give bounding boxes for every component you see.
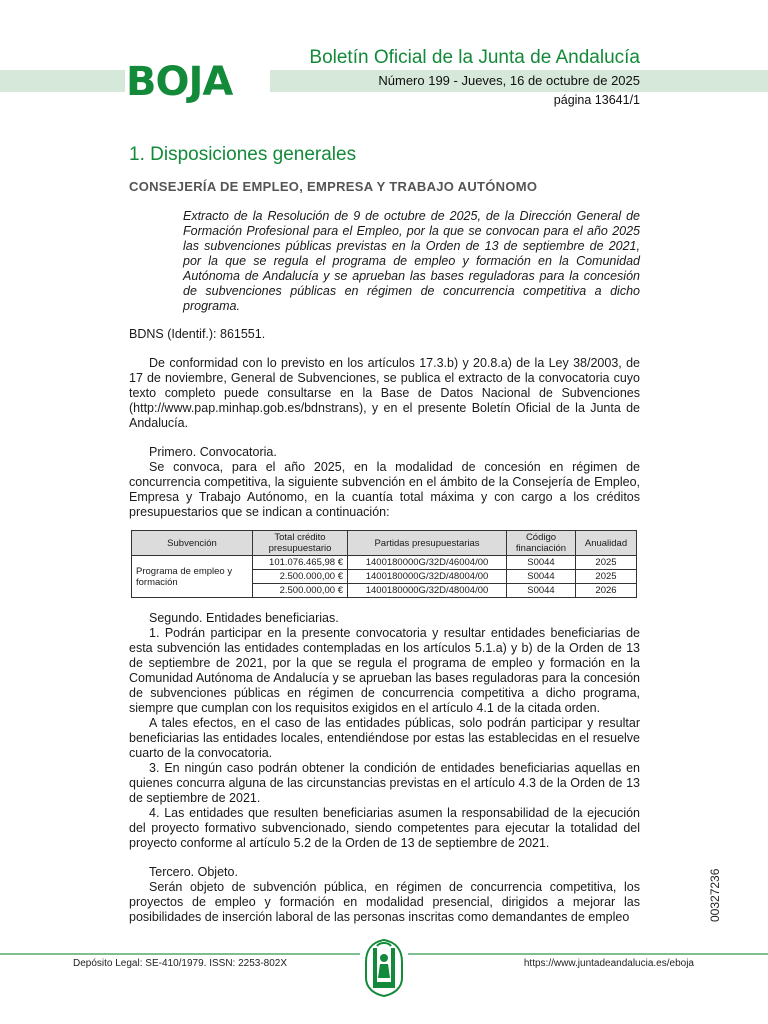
partida-cell: 1400180000G/32D/48004/00 — [348, 584, 507, 598]
partida-cell: 1400180000G/32D/46004/00 — [348, 556, 507, 570]
col-credito: Total crédito presupuestario — [253, 531, 348, 556]
segundo-p3: 3. En ningún caso podrán obtener la condición de entidades beneficiarias aquellas en quienes concurra alguna de las circunstancias previstas en el artículo 4.3 de la Orden de 13 de septiembre de 2021. — [129, 761, 640, 805]
credito-cell: 101.076.465,98 € — [253, 556, 348, 570]
segundo-p2: A tales efectos, en el caso de las entidades públicas, solo podrán participar y resultar beneficiarias las entidades locales, entendiéndose por estas las establecidas en el resuelve cuarto de la convocatoria. — [129, 716, 640, 760]
credito-cell: 2.500.000,00 € — [253, 570, 348, 584]
subvencion-cell: Programa de empleo y formación — [132, 556, 253, 598]
codigo-cell: S0044 — [507, 570, 576, 584]
eboja-link[interactable]: https://www.juntadeandalucia.es/eboja — [523, 958, 694, 969]
anualidad-cell: 2025 — [576, 570, 637, 584]
table-row — [132, 556, 637, 570]
anualidad-cell: 2025 — [576, 556, 637, 570]
col-subvencion: Subvención — [132, 531, 253, 556]
section-title: 1. Disposiciones generales — [129, 144, 357, 165]
legal-deposit: Depósito Legal: SE-410/1979. ISSN: 2253-802X — [73, 958, 288, 969]
segundo-p4: 4. Las entidades que resulten beneficiarias asumen la responsabilidad de la ejecución del proyecto formativo subvencionado, siendo competentes para ejecutar la totalidad del proyecto conforme al artículo 5.2 de la Orden de 13 de septiembre de 2021. — [129, 806, 640, 850]
issue-number: Número 199 - Jueves, 16 de octubre de 2025 — [378, 73, 640, 88]
body-main — [129, 611, 640, 925]
col-anualidad: Anualidad — [576, 531, 637, 556]
col-codigo: Código financiación — [507, 531, 576, 556]
intro-paragraph: De conformidad con lo previsto en los artículos 17.3.b) y 20.8.a) de la Ley 38/2003, de 17 de noviembre, General de Subvenciones, se publica el extracto de la convocatoria cuyo texto completo puede consultarse en la Base de Datos Nacional de Subvenciones (http://www.pap.minhap.gob.es/bdnstrans), y en el presente Boletín Oficial de la Junta de Andalucía. — [129, 356, 640, 430]
table-header-row — [132, 531, 637, 556]
budget-table — [131, 530, 637, 598]
primero-text: Se convoca, para el año 2025, en la modalidad de concesión en régimen de concurrencia competitiva, la siguiente subvención en el ámbito de la Consejería de Empleo, Empresa y Trabajo Autónomo, en la cuantía total máxima y con cargo a los créditos presupuestarios que se indican a continuación: — [129, 460, 640, 519]
header-band-top — [0, 70, 125, 92]
col-partidas: Partidas presupuestarias — [348, 531, 507, 556]
segundo-heading: Segundo. Entidades beneficiarias. — [149, 611, 339, 625]
page-number: página 13641/1 — [553, 93, 640, 107]
ministry-heading: CONSEJERÍA DE EMPLEO, EMPRESA Y TRABAJO AUTÓNOMO — [129, 179, 538, 194]
primero-heading: Primero. Convocatoria. — [149, 445, 277, 459]
tercero-heading: Tercero. Objeto. — [149, 865, 238, 879]
resolution-extract: Extracto de la Resolución de 9 de octubre de 2025, de la Dirección General de Formación Profesional para el Empleo, por la que se convocan para el año 2025 las subvenciones públicas previstas en la Orden de 13 de septiembre de 2021, por la que se regula el programa de empleo y formación en la Comunidad Autónoma de Andalucía y se aprueban las bases reguladoras para la concesión de subvenciones públicas en régimen de concurrencia competitiva a dicho programa. — [183, 209, 640, 313]
bdns-id: BDNS (Identif.): 861551. — [129, 327, 266, 341]
boja-logo: BOJA — [126, 59, 233, 105]
body-intro — [129, 327, 640, 520]
codigo-cell: S0044 — [507, 556, 576, 570]
anualidad-cell: 2026 — [576, 584, 637, 598]
junta-andalucia-emblem-icon — [360, 938, 408, 998]
bulletin-title: Boletín Oficial de la Junta de Andalucía — [309, 47, 640, 68]
segundo-p1: 1. Podrán participar en la presente convocatoria y resultar entidades beneficiarias de esta subvención las entidades contempladas en los artículos 5.1.a) y b) de la Orden de 13 de septiembre de 2021, por la que se regula el programa de empleo y formación en la Comunidad Autónoma de Andalucía y se aprueban las bases reguladoras para la concesión de subvenciones públicas en régimen de concurrencia competitiva a dicho programa, siempre que cumplan con los requisitos exigidos en el artículo 4.1 de la citada orden. — [129, 626, 640, 715]
tercero-text: Serán objeto de subvención pública, en régimen de concurrencia competitiva, los proyectos de empleo y formación en modalidad presencial, dirigidos a mejorar las posibilidades de inserción laboral de las personas inscritas como demandantes de empleo — [129, 880, 640, 924]
document-code: 00327236 — [708, 868, 722, 922]
credito-cell: 2.500.000,00 € — [253, 584, 348, 598]
codigo-cell: S0044 — [507, 584, 576, 598]
partida-cell: 1400180000G/32D/48004/00 — [348, 570, 507, 584]
